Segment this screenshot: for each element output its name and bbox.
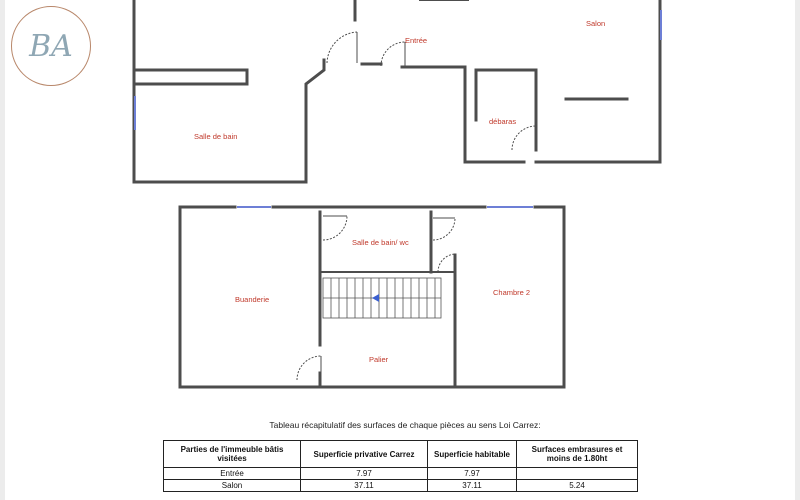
table-cell: 7.97 [428,468,517,480]
door-swing [327,32,357,63]
monogram-logo [11,6,91,86]
door-swing [297,356,321,380]
table-cell: Entrée [164,468,301,480]
wall [476,70,536,150]
surface-summary-table [163,440,638,492]
wall [402,67,524,162]
table-cell: 37.11 [301,480,428,492]
table-header-row [164,441,638,468]
room-label-palier: Palier [369,355,389,364]
table-caption: Tableau récapitulatif des surfaces de chaque pièces au sens Loi Carrez: [269,420,541,430]
room-label-salle-de-bain-wc: Salle de bain/ wc [352,238,409,247]
wall [134,0,324,182]
door-swing [381,42,405,66]
room-label-salle-de-bain: Salle de bain [194,132,238,141]
column-header: Parties de l'immeuble bâtis visitées [164,441,301,468]
table-cell: 7.97 [301,468,428,480]
door-swing [433,218,455,240]
room-label-salon: Salon [586,19,606,28]
door-swing [512,126,536,150]
document-page [5,0,795,500]
stair-arrow-icon [372,294,379,302]
room-label-entree: Entrée [405,36,428,45]
wall [134,70,247,84]
monogram-glyph: BA [29,28,73,64]
table-row [164,480,638,492]
table-cell: 5.24 [517,480,638,492]
column-header: Surfaces embrasures et moins de 1.80ht [517,441,638,468]
table-cell [517,468,638,480]
room-label-chambre2: Chambre 2 [493,288,531,297]
column-header: Superficie habitable [428,441,517,468]
staircase [323,278,441,318]
floor-plan [5,0,795,420]
room-label-buanderie: Buanderie [235,295,270,304]
column-header: Superficie privative Carrez [301,441,428,468]
room-label-debarras: débaras [489,117,517,126]
door-swing [323,216,347,240]
table-row [164,468,638,480]
door-swing [438,254,456,272]
table-cell: Salon [164,480,301,492]
table-cell: 37.11 [428,480,517,492]
